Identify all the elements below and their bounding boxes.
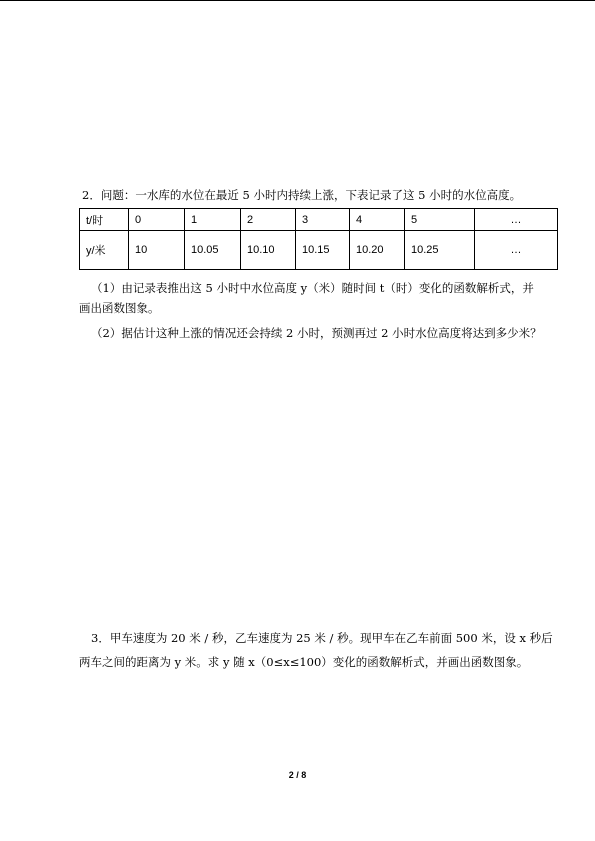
table-cell: 10.10: [241, 231, 296, 270]
table-cell: 2: [241, 209, 296, 231]
page-top-rule: [0, 0, 595, 1]
page-number: 2 / 8: [288, 770, 307, 780]
table-cell: 10.05: [185, 231, 241, 270]
question-2-part-1-line-1: （1）由记录表推出这 5 小时中水位高度 y（米）随时间 t（时）变化的函数解析式，并: [91, 281, 534, 295]
table-cell: 5: [405, 209, 475, 231]
table-cell: y/米: [80, 231, 129, 270]
table-row-height: [80, 231, 558, 270]
table-cell: 1: [185, 209, 241, 231]
table-cell: 10.20: [350, 231, 405, 270]
question-2-part-2: （2）据估计这种上涨的情况还会持续 2 小时，预测再过 2 小时水位高度将达到多少米？: [91, 326, 542, 340]
table-cell: 3: [296, 209, 350, 231]
table-cell: 4: [350, 209, 405, 231]
question-2-intro: 2．问题：一水库的水位在最近 5 小时内持续上涨，下表记录了这 5 小时的水位高度。: [82, 188, 522, 202]
question-3-line-2: 两车之间的距离为 y 米。求 y 随 x（0≤x≤100）变化的函数解析式，并画出函数图象。: [79, 655, 529, 669]
table-cell: 10: [129, 231, 185, 270]
question-3-line-1: 3．甲车速度为 20 米 / 秒，乙车速度为 25 米 / 秒。现甲车在乙车前面 500 米，设 x 秒后: [91, 631, 553, 645]
table-cell: …: [475, 231, 558, 270]
table-cell: 0: [129, 209, 185, 231]
question-2-part-1-line-2: 画出函数图象。: [79, 301, 160, 315]
table-row-time: [80, 209, 558, 231]
table-cell: …: [475, 209, 558, 231]
water-level-table: [79, 208, 558, 270]
table-cell: t/时: [80, 209, 129, 231]
table-cell: 10.25: [405, 231, 475, 270]
table-cell: 10.15: [296, 231, 350, 270]
